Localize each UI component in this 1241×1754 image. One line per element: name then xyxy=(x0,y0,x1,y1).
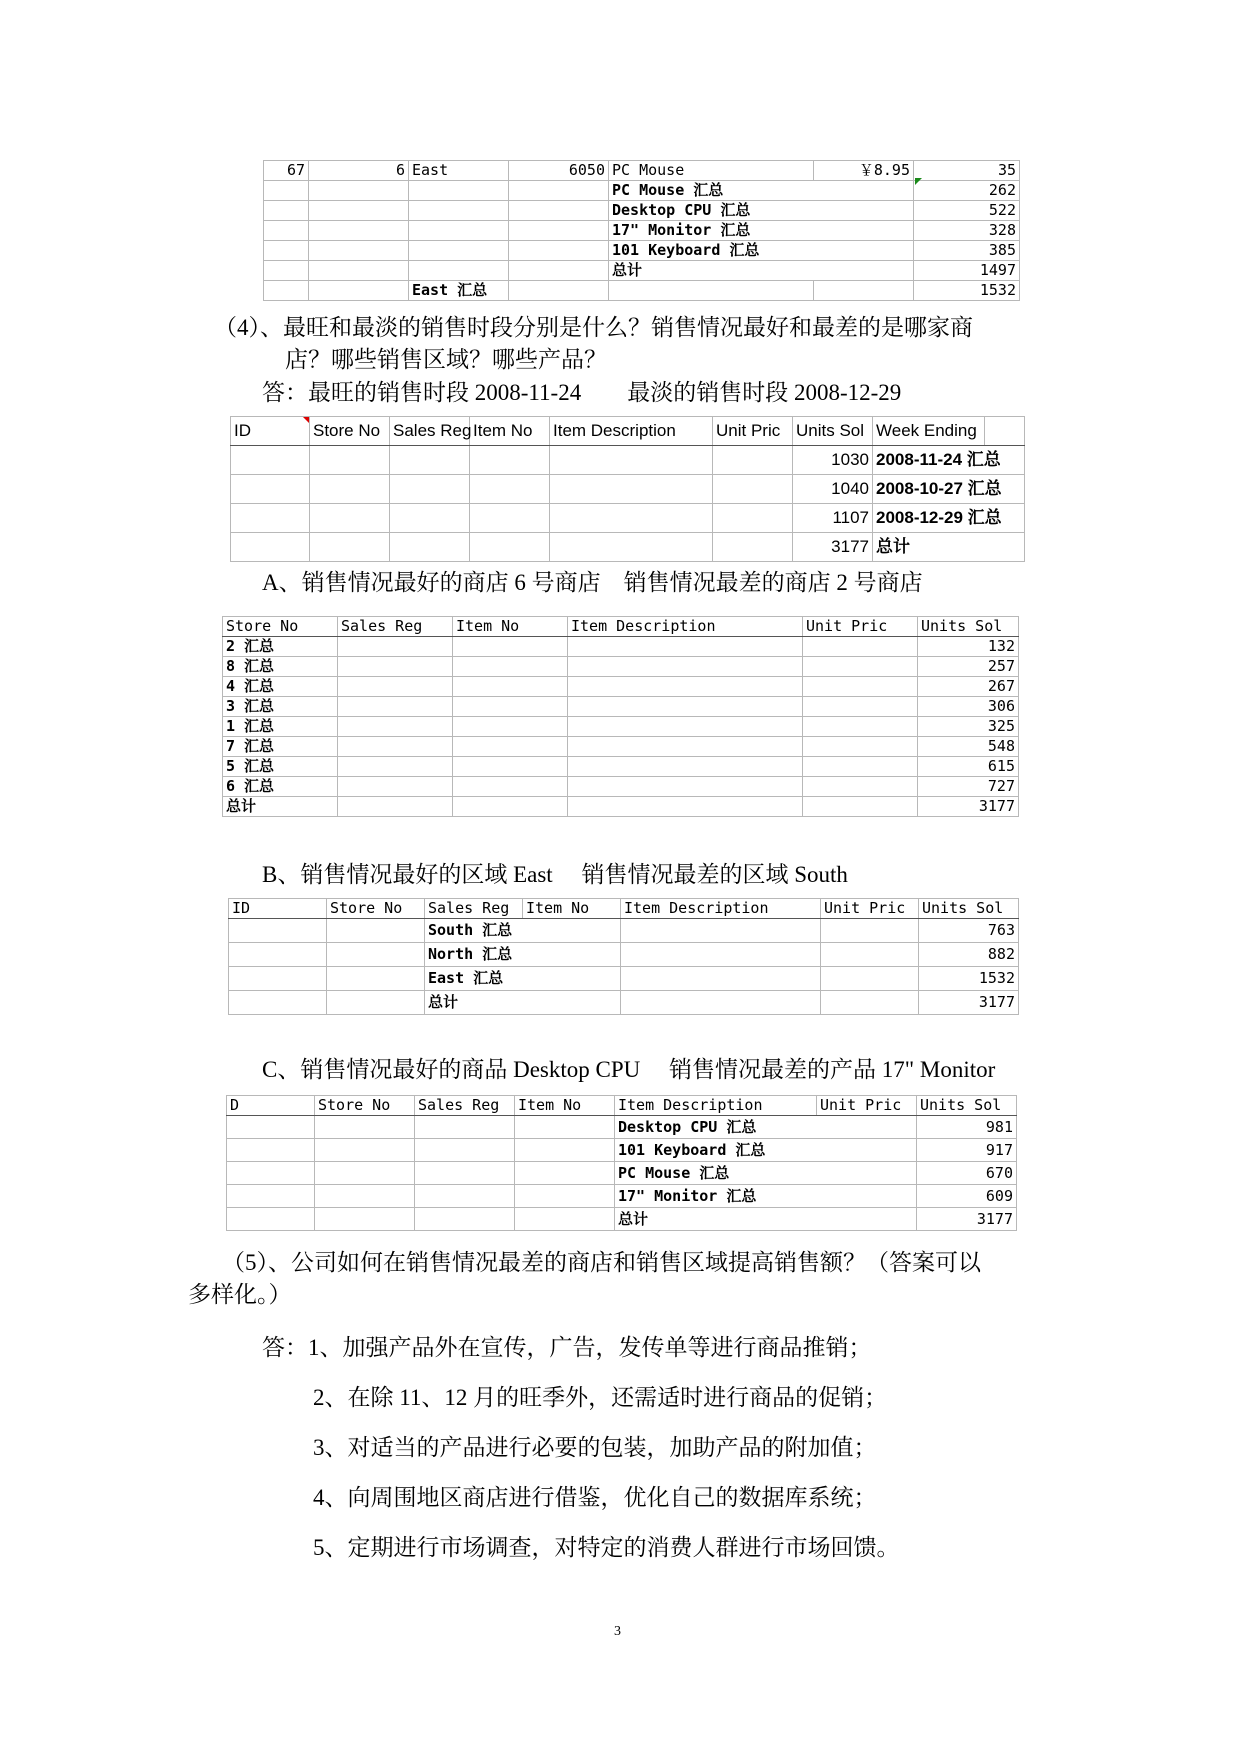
week-label: 2008-12-29 汇总 xyxy=(873,504,985,533)
subtotal-label: PC Mouse 汇总 xyxy=(609,181,814,201)
week-label: 2008-10-27 汇总 xyxy=(873,475,985,504)
table-row xyxy=(229,943,1019,967)
region-total-label: East 汇总 xyxy=(409,281,509,301)
col-header: Item No xyxy=(453,617,568,637)
week-ending-table xyxy=(230,416,1025,562)
units-value: 882 xyxy=(919,943,1019,967)
units-value: 3177 xyxy=(918,797,1019,817)
store-label: 2 汇总 xyxy=(223,637,338,657)
units-value: 727 xyxy=(918,777,1019,797)
question-4-line2: 店？哪些销售区域？哪些产品？ xyxy=(285,347,607,372)
units-value: 609 xyxy=(917,1185,1017,1208)
subtotal-value: 385 xyxy=(914,241,1020,261)
units-value: 306 xyxy=(918,697,1019,717)
answer-a: A、销售情况最好的商店 6 号商店 销售情况最差的商店 2 号商店 xyxy=(262,570,923,595)
answer-item: 3、对适当的产品进行必要的包装，加助产品的附加值； xyxy=(313,1435,877,1460)
week-label: 总计 xyxy=(873,533,985,562)
units-value: 3177 xyxy=(919,991,1019,1015)
answer-c: C、销售情况最好的商品 Desktop CPU 销售情况最差的产品 17" Monitor xyxy=(262,1057,996,1082)
col-header: Item No xyxy=(515,1096,615,1116)
table-row xyxy=(231,533,1025,562)
table-row xyxy=(229,919,1019,943)
answer-item: 4、向周围地区商店进行借鉴，优化自己的数据库系统； xyxy=(313,1485,877,1510)
col-header: Item No xyxy=(470,417,550,446)
product-label: 总计 xyxy=(615,1208,817,1231)
table-row xyxy=(223,757,1019,777)
col-header: Sales Reg xyxy=(338,617,453,637)
cell-units: 35 xyxy=(914,161,1020,181)
answer-b: B、销售情况最好的区域 East 销售情况最差的区域 South xyxy=(262,862,848,887)
store-label: 7 汇总 xyxy=(223,737,338,757)
table-row xyxy=(264,261,1020,281)
answer-item: 5、定期进行市场调查，对特定的消费人群进行市场回馈。 xyxy=(313,1535,900,1560)
cell-price: ￥8.95 xyxy=(814,161,914,181)
product-label: 17" Monitor 汇总 xyxy=(615,1185,817,1208)
table-row xyxy=(264,281,1020,301)
table-row xyxy=(264,161,1020,181)
col-header: Store No xyxy=(315,1096,415,1116)
subtotal-value: 262 xyxy=(914,181,1020,201)
col-header: Item Description xyxy=(550,417,713,446)
table-header-row xyxy=(223,617,1019,637)
page-number: 3 xyxy=(614,1624,621,1639)
col-header: Item Description xyxy=(615,1096,817,1116)
subtotal-value: 1497 xyxy=(914,261,1020,281)
col-header: Store No xyxy=(327,899,425,919)
table-row xyxy=(223,717,1019,737)
col-header: Store No xyxy=(223,617,338,637)
units-value: 548 xyxy=(918,737,1019,757)
store-label: 5 汇总 xyxy=(223,757,338,777)
cell-comment-marker xyxy=(915,178,922,185)
col-header: Units Sol xyxy=(919,899,1019,919)
units-value: 3177 xyxy=(793,533,873,562)
units-value: 1030 xyxy=(793,446,873,475)
col-header: Units Sol xyxy=(918,617,1019,637)
units-value: 615 xyxy=(918,757,1019,777)
subtotal-label: 101 Keyboard 汇总 xyxy=(609,241,814,261)
cell-comment-marker xyxy=(303,417,309,423)
units-value: 670 xyxy=(917,1162,1017,1185)
col-header: Unit Pric xyxy=(713,417,793,446)
col-header: Unit Pric xyxy=(817,1096,917,1116)
table-row xyxy=(229,991,1019,1015)
store-label: 6 汇总 xyxy=(223,777,338,797)
units-value: 325 xyxy=(918,717,1019,737)
table-row xyxy=(223,677,1019,697)
store-summary-table xyxy=(222,616,1019,817)
store-label: 1 汇总 xyxy=(223,717,338,737)
cell-item-no: 6050 xyxy=(509,161,609,181)
cell-store: 6 xyxy=(309,161,409,181)
units-value: 267 xyxy=(918,677,1019,697)
col-header: Sales Reg xyxy=(390,417,470,446)
table-header-row xyxy=(229,899,1019,919)
region-total-value: 1532 xyxy=(914,281,1020,301)
table-row xyxy=(223,697,1019,717)
table-row xyxy=(223,657,1019,677)
subtotal-value: 328 xyxy=(914,221,1020,241)
region-label: East 汇总 xyxy=(425,967,523,991)
cell-region: East xyxy=(409,161,509,181)
col-header: Week Ending xyxy=(873,417,985,446)
units-value: 257 xyxy=(918,657,1019,677)
region-label: 总计 xyxy=(425,991,523,1015)
table-row xyxy=(227,1116,1017,1139)
table-row xyxy=(264,181,1020,201)
col-header: ID xyxy=(229,899,327,919)
region-summary-table xyxy=(263,160,1020,301)
question-5-line2: 多样化。） xyxy=(188,1282,292,1307)
store-label: 8 汇总 xyxy=(223,657,338,677)
table-row xyxy=(264,221,1020,241)
units-value: 763 xyxy=(919,919,1019,943)
col-header: ID xyxy=(231,417,310,446)
table-row xyxy=(223,777,1019,797)
answer-item: 2、在除 11、12 月的旺季外，还需适时进行商品的促销； xyxy=(313,1385,888,1410)
table-row xyxy=(231,446,1025,475)
units-value: 917 xyxy=(917,1139,1017,1162)
units-value: 132 xyxy=(918,637,1019,657)
product-label: Desktop CPU 汇总 xyxy=(615,1116,817,1139)
col-header: Unit Pric xyxy=(821,899,919,919)
table-row xyxy=(227,1185,1017,1208)
col-header: Store No xyxy=(310,417,390,446)
region-total-table xyxy=(228,898,1019,1015)
store-label: 4 汇总 xyxy=(223,677,338,697)
units-value: 3177 xyxy=(917,1208,1017,1231)
table-row xyxy=(231,504,1025,533)
answer-item: 答：1、加强产品外在宣传，广告，发传单等进行商品推销； xyxy=(262,1335,872,1360)
units-value: 1532 xyxy=(919,967,1019,991)
units-value: 1040 xyxy=(793,475,873,504)
col-header: Item Description xyxy=(568,617,803,637)
product-summary-table xyxy=(226,1095,1017,1231)
week-label: 2008-11-24 汇总 xyxy=(873,446,985,475)
question-5-line1: （5）、公司如何在销售情况最差的商店和销售区域提高销售额？（答案可以 xyxy=(222,1250,981,1275)
table-row xyxy=(223,737,1019,757)
units-value: 1107 xyxy=(793,504,873,533)
table-row xyxy=(227,1208,1017,1231)
units-value: 981 xyxy=(917,1116,1017,1139)
table-header-row xyxy=(227,1096,1017,1116)
col-header: Item No xyxy=(523,899,621,919)
table-row xyxy=(227,1139,1017,1162)
table-row xyxy=(223,637,1019,657)
subtotal-label: 17" Monitor 汇总 xyxy=(609,221,814,241)
region-label: South 汇总 xyxy=(425,919,523,943)
subtotal-value: 522 xyxy=(914,201,1020,221)
col-header: Sales Reg xyxy=(425,899,523,919)
store-label: 总计 xyxy=(223,797,338,817)
table-header-row xyxy=(231,417,1025,446)
col-header: Units Sol xyxy=(793,417,873,446)
question-4-line1: （4）、最旺和最淡的销售时段分别是什么？销售情况最好和最差的是哪家商 xyxy=(214,315,973,340)
table-row xyxy=(231,475,1025,504)
cell-desc: PC Mouse xyxy=(609,161,814,181)
col-header: Sales Reg xyxy=(415,1096,515,1116)
store-label: 3 汇总 xyxy=(223,697,338,717)
subtotal-label: 总计 xyxy=(609,261,814,281)
cell-id: 67 xyxy=(264,161,309,181)
table-row xyxy=(264,201,1020,221)
table-row xyxy=(223,797,1019,817)
subtotal-label: Desktop CPU 汇总 xyxy=(609,201,814,221)
table-row xyxy=(264,241,1020,261)
col-header: Unit Pric xyxy=(803,617,918,637)
col-header: Units Sol xyxy=(917,1096,1017,1116)
col-header: D xyxy=(227,1096,315,1116)
table-row xyxy=(229,967,1019,991)
question-4-answer: 答：最旺的销售时段 2008-11-24 最淡的销售时段 2008-12-29 xyxy=(262,380,902,405)
product-label: 101 Keyboard 汇总 xyxy=(615,1139,817,1162)
table-row xyxy=(227,1162,1017,1185)
col-header: Item Description xyxy=(621,899,821,919)
product-label: PC Mouse 汇总 xyxy=(615,1162,817,1185)
region-label: North 汇总 xyxy=(425,943,523,967)
